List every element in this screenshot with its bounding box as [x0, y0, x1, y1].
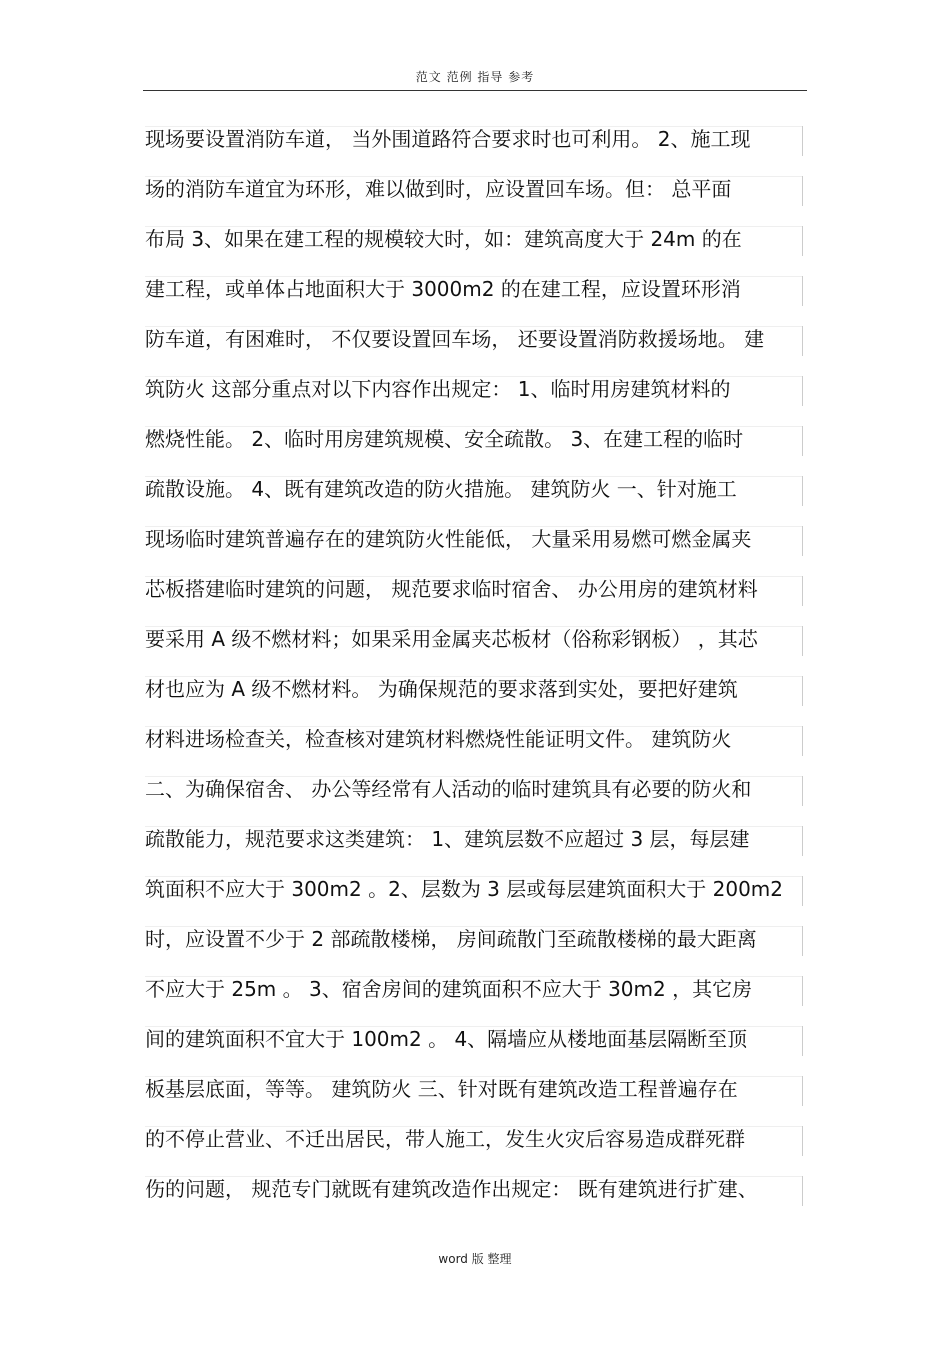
text-line-content: 时，应设置不少于 2 部疏散楼梯， 房间疏散门至疏散楼梯的最大距离 [145, 927, 757, 951]
text-line [145, 568, 803, 610]
text-line-content: 板基层底面，等等。 建筑防火 三、针对既有建筑改造工程普遍存在 [145, 1077, 738, 1101]
text-line-content: 建工程，或单体占地面积大于 3000m2 的在建工程，应设置环形消 [145, 277, 741, 301]
text-line-content: 的不停止营业、不迁出居民，带人施工，发生火灾后容易造成群死群 [145, 1127, 745, 1151]
text-line-content: 芯板搭建临时建筑的问题， 规范要求临时宿舍、 办公用房的建筑材料 [145, 577, 758, 601]
text-line [145, 618, 803, 660]
text-line [145, 718, 803, 760]
text-line [145, 968, 803, 1010]
header-divider [143, 90, 807, 91]
text-line [145, 168, 803, 210]
text-line-content: 燃烧性能。 2、临时用房建筑规模、安全疏散。 3、在建工程的临时 [145, 427, 744, 451]
text-line [145, 468, 803, 510]
text-line [145, 818, 803, 860]
text-line-content: 筑防火 这部分重点对以下内容作出规定： 1、临时用房建筑材料的 [145, 377, 731, 401]
text-line [145, 918, 803, 960]
text-line [145, 118, 803, 160]
text-line [145, 768, 803, 810]
text-line [145, 268, 803, 310]
text-line [145, 368, 803, 410]
text-line [145, 868, 803, 910]
text-line [145, 1068, 803, 1110]
text-line-content: 材也应为 A 级不燃材料。 为确保规范的要求落到实处，要把好建筑 [145, 677, 738, 701]
text-line [145, 218, 803, 260]
text-line-content: 疏散能力，规范要求这类建筑： 1、建筑层数不应超过 3 层，每层建 [145, 827, 750, 851]
text-line-content: 防车道，有困难时， 不仅要设置回车场， 还要设置消防救援场地。 建 [145, 327, 765, 351]
text-line-content: 现场要设置消防车道， 当外围道路符合要求时也可利用。 2、施工现 [145, 127, 751, 151]
text-line-content: 间的建筑面积不宜大于 100m2 。 4、隔墙应从楼地面基层隔断至顶 [145, 1027, 748, 1051]
text-line [145, 1018, 803, 1060]
text-line-content: 布局 3、如果在建工程的规模较大时，如：建筑高度大于 24m 的在 [145, 227, 742, 251]
text-line [145, 1118, 803, 1160]
text-line-content: 要采用 A 级不燃材料；如果采用金属夹芯板材（俗称彩钢板） ，其芯 [145, 627, 758, 651]
page-footer: word 版 整理 [438, 1252, 512, 1266]
text-line-content: 不应大于 25m 。 3、宿舍房间的建筑面积不应大于 30m2 ，其它房 [145, 977, 753, 1001]
text-line-content: 伤的问题， 规范专门就既有建筑改造作出规定： 既有建筑进行扩建、 [145, 1177, 758, 1201]
text-line [145, 418, 803, 460]
text-line [145, 318, 803, 360]
text-line-content: 场的消防车道宜为环形，难以做到时，应设置回车场。但： 总平面 [145, 177, 732, 201]
text-line-content: 疏散设施。 4、既有建筑改造的防火措施。 建筑防火 一、针对施工 [145, 477, 737, 501]
text-line-content: 现场临时建筑普遍存在的建筑防火性能低， 大量采用易燃可燃金属夹 [145, 527, 752, 551]
text-line [145, 1168, 803, 1210]
text-line [145, 518, 803, 560]
text-line-content: 材料进场检查关，检查核对建筑材料燃烧性能证明文件。 建筑防火 [145, 727, 732, 751]
text-line-content: 二、为确保宿舍、 办公等经常有人活动的临时建筑具有必要的防火和 [145, 777, 752, 801]
page-header: 范文 范例 指导 参考 [415, 70, 535, 84]
text-line [145, 668, 803, 710]
text-line-content: 筑面积不应大于 300m2 。2、层数为 3 层或每层建筑面积大于 200m2 [145, 877, 783, 901]
